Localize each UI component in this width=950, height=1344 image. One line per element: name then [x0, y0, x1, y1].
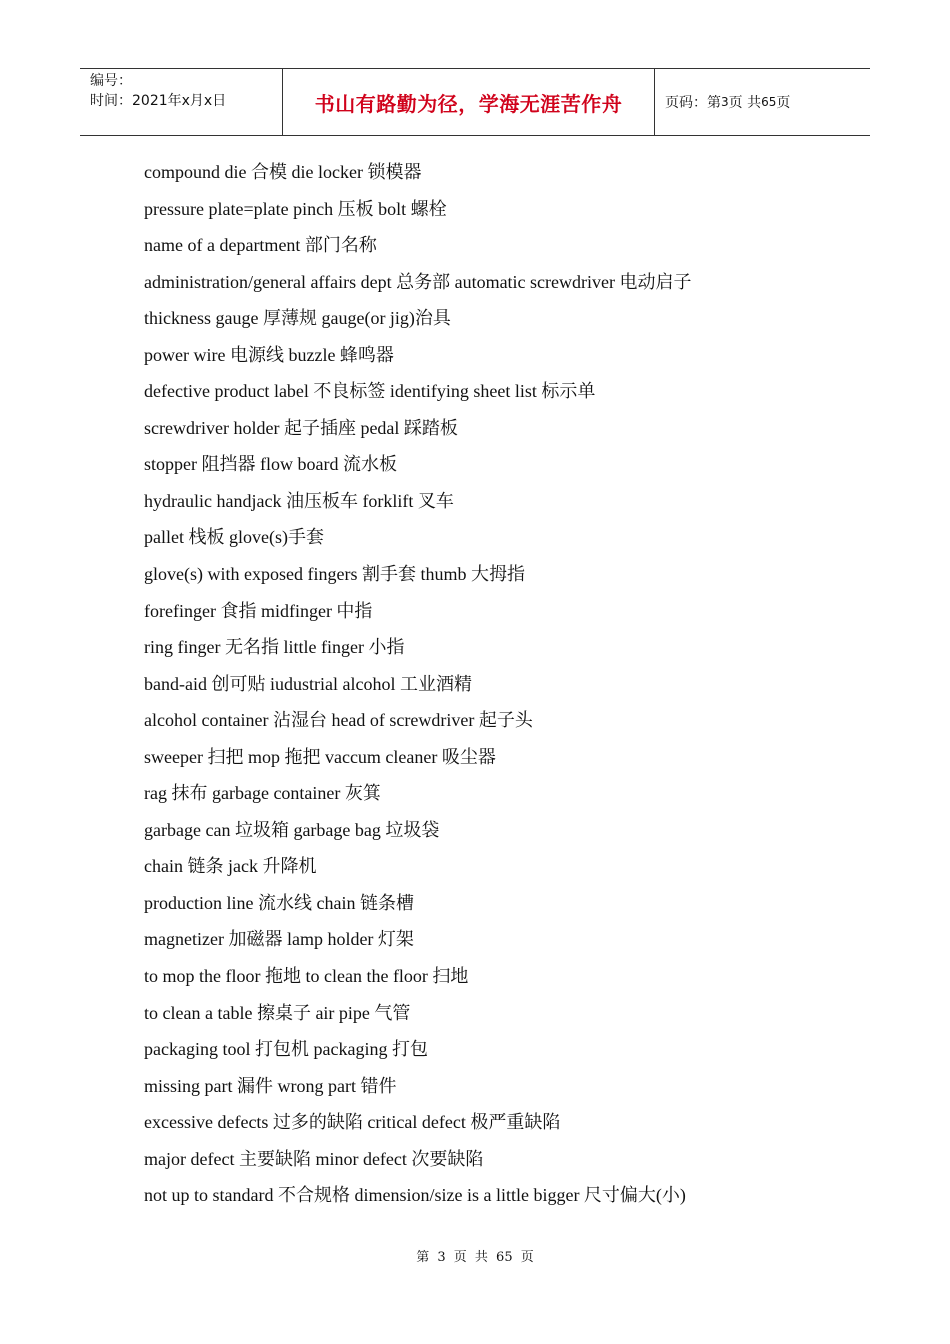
- vocab-line: not up to standard 不合规格 dimension/size is a little bigger 尺寸偏大(小): [144, 1185, 686, 1206]
- vocab-line: missing part 漏件 wrong part 错件: [144, 1075, 397, 1096]
- vocab-line: ring finger 无名指 little finger 小指: [144, 637, 405, 658]
- vocab-line: power wire 电源线 buzzle 蜂鸣器: [144, 344, 394, 365]
- vocab-line: rag 抹布 garbage container 灰箕: [144, 783, 381, 804]
- vocab-line: pallet 栈板 glove(s)手套: [144, 527, 324, 548]
- vocab-line: name of a department 部门名称: [144, 235, 377, 256]
- vocab-line: forefinger 食指 midfinger 中指: [144, 600, 373, 621]
- vocab-line: glove(s) with exposed fingers 割手套 thumb 大拇指: [144, 564, 525, 585]
- vocab-line: hydraulic handjack 油压板车 forklift 叉车: [144, 490, 454, 511]
- vocab-line: packaging tool 打包机 packaging 打包: [144, 1039, 428, 1060]
- vocab-line: production line 流水线 chain 链条槽: [144, 892, 414, 913]
- page-suffix: 页: [776, 95, 791, 111]
- vocab-line: defective product label 不良标签 identifying sheet list 标示单: [144, 381, 596, 402]
- document-number-label: 编号：: [90, 73, 132, 89]
- vocab-line: to mop the floor 拖地 to clean the floor 扫地: [144, 966, 469, 987]
- vocab-line: pressure plate=plate pinch 压板 bolt 螺栓: [144, 198, 447, 219]
- vocab-line: magnetizer 加磁器 lamp holder 灯架: [144, 929, 414, 950]
- vocab-line: screwdriver holder 起子插座 pedal 踩踏板: [144, 417, 458, 438]
- vocab-line: thickness gauge 厚薄规 gauge(or jig)治具: [144, 308, 451, 329]
- header-motto: 书山有路勤为径，学海无涯苦作舟: [282, 69, 655, 135]
- header-page-info: [655, 69, 870, 135]
- header-meta: [80, 69, 282, 135]
- page-total: 65: [761, 95, 777, 109]
- page-current: 3: [721, 95, 729, 109]
- page-middle: 页 共: [728, 95, 762, 111]
- vocab-line: band-aid 创可贴 iudustrial alcohol 工业酒精: [144, 673, 472, 694]
- page-prefix: 页码：第: [665, 95, 721, 111]
- vocabulary-list: [144, 154, 844, 1214]
- vocab-line: alcohol container 沾湿台 head of screwdriver 起子头: [144, 710, 533, 731]
- vocab-line: compound die 合模 die locker 锁模器: [144, 162, 422, 182]
- page-footer: 第 3 页 共 65 页: [416, 1250, 534, 1265]
- document-date: 时间：2021年x月x日: [90, 93, 227, 109]
- vocab-line: garbage can 垃圾箱 garbage bag 垃圾袋: [144, 819, 440, 840]
- vocab-line: major defect 主要缺陷 minor defect 次要缺陷: [144, 1148, 484, 1169]
- vocab-line: administration/general affairs dept 总务部 automatic screwdriver 电动启子: [144, 271, 692, 292]
- vocab-line: sweeper 扫把 mop 拖把 vaccum cleaner 吸尘器: [144, 746, 496, 767]
- vocab-line: stopper 阻挡器 flow board 流水板: [144, 454, 397, 475]
- vocab-line: to clean a table 擦桌子 air pipe 气管: [144, 1002, 411, 1023]
- vocab-line: chain 链条 jack 升降机: [144, 856, 317, 877]
- vocab-line: excessive defects 过多的缺陷 critical defect 极严重缺陷: [144, 1112, 561, 1133]
- page-header: [80, 68, 870, 136]
